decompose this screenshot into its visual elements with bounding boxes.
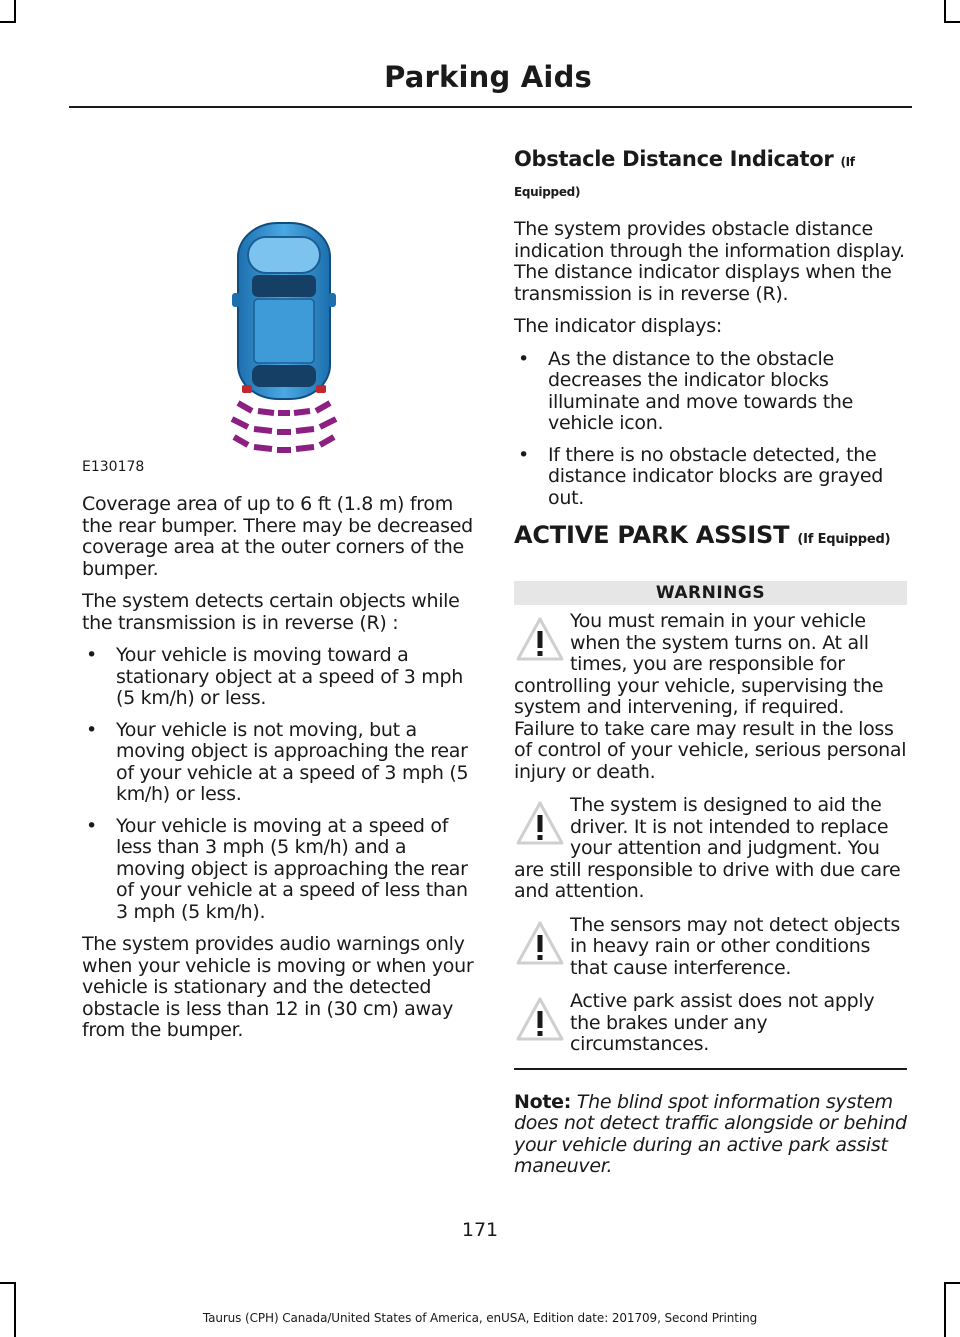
header-divider [69,106,912,108]
detection-intro: The system detects certain objects while the transmission is in reverse (R) : [82,590,460,634]
warning-item [514,795,907,903]
list-item: • Your vehicle is moving at a speed of less than 3 mph (5 km/h) and a moving object is approaching the rear of your vehicle at a speed of less than 3 mph (5 km/h). [82,816,475,924]
warning-text: You must remain in your vehicle when the system turns on. At all times, you are responsible for controlling your vehicle, supervising the system and intervening, if required. Failure to take care may result in the loss of control of your vehicle, serious personal injury or death. [514,610,907,783]
apa-title: ACTIVE PARK ASSIST [514,521,790,549]
warning-text: The sensors may not detect objects in heavy rain or other conditions that cause interference. [570,913,900,979]
odi-indicator-intro: The indicator displays: [514,315,722,337]
crop-mark [14,1282,16,1337]
coverage-paragraph: Coverage area of up to 6 ft (1.8 m) from the rear bumper. There may be decreased coverage area at the outer corners of the bumper. [82,493,473,580]
right-column [514,146,907,1189]
warning-triangle-icon [514,993,566,1045]
page-number: 171 [461,1219,499,1241]
apa-equipped-tag: (If Equipped) [797,532,891,547]
odi-heading [514,146,907,206]
figure-code: E130178 [82,459,145,475]
crop-mark [944,0,946,22]
apa-heading [514,520,907,555]
crop-mark [0,1282,16,1284]
list-item: • Your vehicle is moving toward a stationary object at a speed of 3 mph (5 km/h) or less. [82,645,475,710]
crop-mark [944,1282,946,1337]
crop-mark [944,21,960,23]
note-paragraph [514,1092,907,1178]
audio-warning-paragraph: The system provides audio warnings only when your vehicle is moving or when your vehicle is stationary and the detected obstacle is less than 12 in (30 cm) away from the bumper. [82,933,474,1041]
warning-item [514,991,907,1056]
odi-equipped-tag: (If Equipped) [514,155,855,199]
edition-footer: Taurus (CPH) Canada/United States of America, enUSA, Edition date: 201709, Second Printing [202,1311,758,1325]
warning-triangle-icon [514,797,566,849]
crop-mark [0,21,16,23]
odi-title: Obstacle Distance Indicator [514,147,834,171]
car-icon [232,223,336,399]
warning-triangle-icon [514,613,566,665]
warning-text: The system is designed to aid the driver. It is not intended to replace your attention and judgment. You are still responsible to drive with due care and attention. [514,794,901,902]
crop-mark [14,0,16,22]
parking-sensor-figure [82,215,475,477]
warning-item [514,611,907,783]
note-text: The blind spot information system does not detect traffic alongside or behind your vehicle during an active park assist maneuver. [514,1090,907,1177]
sensor-coverage-arcs [232,403,336,450]
warnings-heading: WARNINGS [514,581,907,605]
warning-item [514,915,907,980]
odi-list [514,349,907,510]
list-item: • As the distance to the obstacle decreases the indicator blocks illuminate and move towards the vehicle icon. [514,349,907,435]
left-column [82,494,475,1053]
section-divider [514,1068,907,1070]
warning-text: Active park assist does not apply the brakes under any circumstances. [570,990,875,1055]
warning-triangle-icon [514,917,566,969]
list-item: • If there is no obstacle detected, the distance indicator blocks are grayed out. [514,445,907,510]
crop-mark [944,1282,960,1284]
page-title: Parking Aids [384,60,592,94]
car-top-view-illustration [82,215,475,477]
list-item: • Your vehicle is not moving, but a moving object is approaching the rear of your vehicle at a speed of 3 mph (5 km/h) or less. [82,720,475,806]
note-label: Note: [514,1090,572,1113]
detection-list [82,645,475,923]
odi-paragraph: The system provides obstacle distance indication through the information display. The distance indicator displays when the transmission is in reverse (R). [514,218,905,305]
